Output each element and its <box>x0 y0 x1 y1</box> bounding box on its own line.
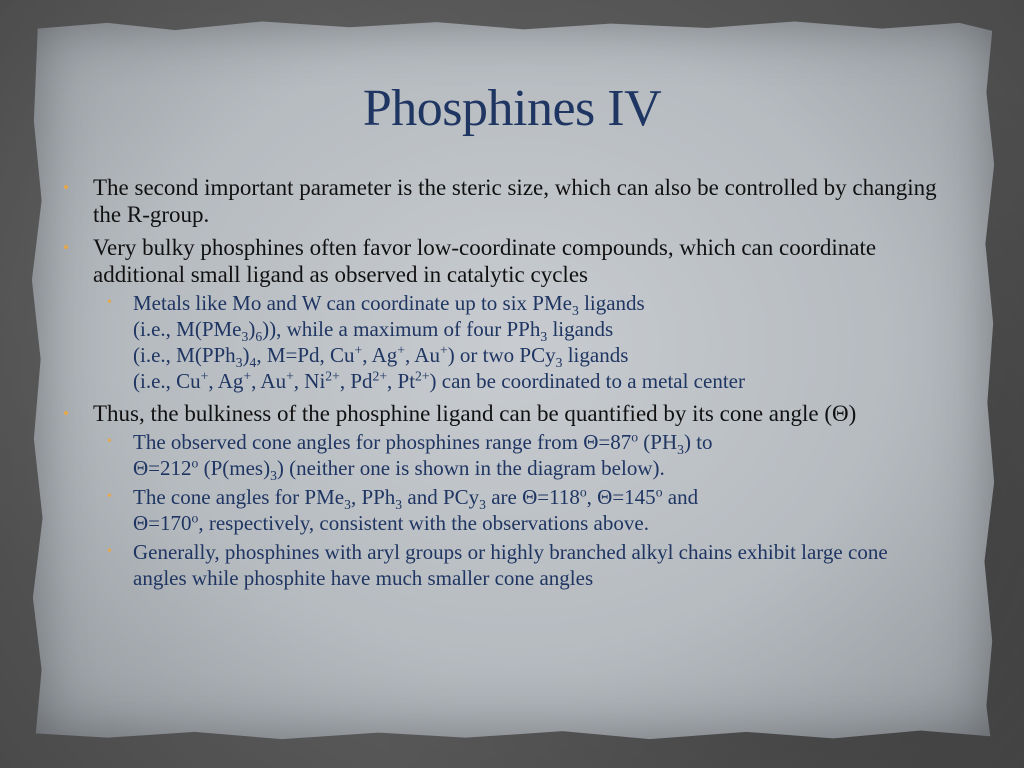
slide-title: Phosphines IV <box>362 80 662 137</box>
bullet-text: Thus, the bulkiness of the phosphine ligand can be quantified by its cone angle (Θ) <box>93 401 857 426</box>
bullet-item-cone-angle <box>60 400 940 591</box>
sub-bullet-dot-icon: • <box>107 489 112 504</box>
sub-bullet-item-range <box>93 429 940 481</box>
sub-bullet-list <box>93 290 940 394</box>
sub-bullet-text: Generally, phosphines with aryl groups or highly branched alkyl chains exhibit large cone angles while phosphite have much smaller cone angles <box>133 540 888 590</box>
bullet-dot-icon: • <box>63 178 69 197</box>
sub-bullet-text: Metals like Mo and W can coordinate up to six PMe$_3$ ligands (i.e., $M(PMe_3)_6$)), while a maximum of four PPh$_3$ ligands (i.e., $M(PPh_3)_4$, M=Pd, Cu+, Ag+, Au+) or two PCy$_3$ ligands (i.e., Cu+, Ag+, Au+, $Ni^{2+}$, $Pd^{2+}$, $Pt^{2+}$) can be coordinated to a metal center <box>133 291 745 393</box>
sub-bullet-text: The cone angles for PMe$_3$, PPh$_3$ and PCy$_3$ are $\Theta=118^o$, $\Theta=145^o$ and $\Theta=170^o$, respectively, consistent with the observations above. <box>133 484 699 535</box>
bullet-text: The second important parameter is the steric size, which can also be controlled by changing the R-group. <box>93 175 937 227</box>
bullet-dot-icon: • <box>63 404 69 423</box>
sub-bullet-list <box>93 429 940 591</box>
sub-bullet-dot-icon: • <box>107 295 112 310</box>
sub-bullet-item-coordination <box>93 290 940 394</box>
sub-bullet-item-values <box>93 484 940 536</box>
bullet-item-steric-size <box>60 174 940 228</box>
sub-bullet-item-generally <box>93 539 940 591</box>
sub-bullet-dot-icon: • <box>107 434 112 449</box>
bullet-item-bulky-phosphines <box>60 234 940 394</box>
bullet-text: Very bulky phosphines often favor low-coordinate compounds, which can coordinate additional small ligand as observed in catalytic cycles <box>93 235 877 287</box>
sub-bullet-dot-icon: • <box>107 544 112 559</box>
bullet-dot-icon: • <box>63 238 69 257</box>
bullet-list <box>60 174 940 591</box>
slide-content <box>60 174 940 597</box>
sub-bullet-text: The observed cone angles for phosphines range from $\Theta=87^o$ $(PH_3)$ to $\Theta=212^o$ $(P(mes)_3)$ (neither one is shown in the diagram below). <box>133 429 713 483</box>
